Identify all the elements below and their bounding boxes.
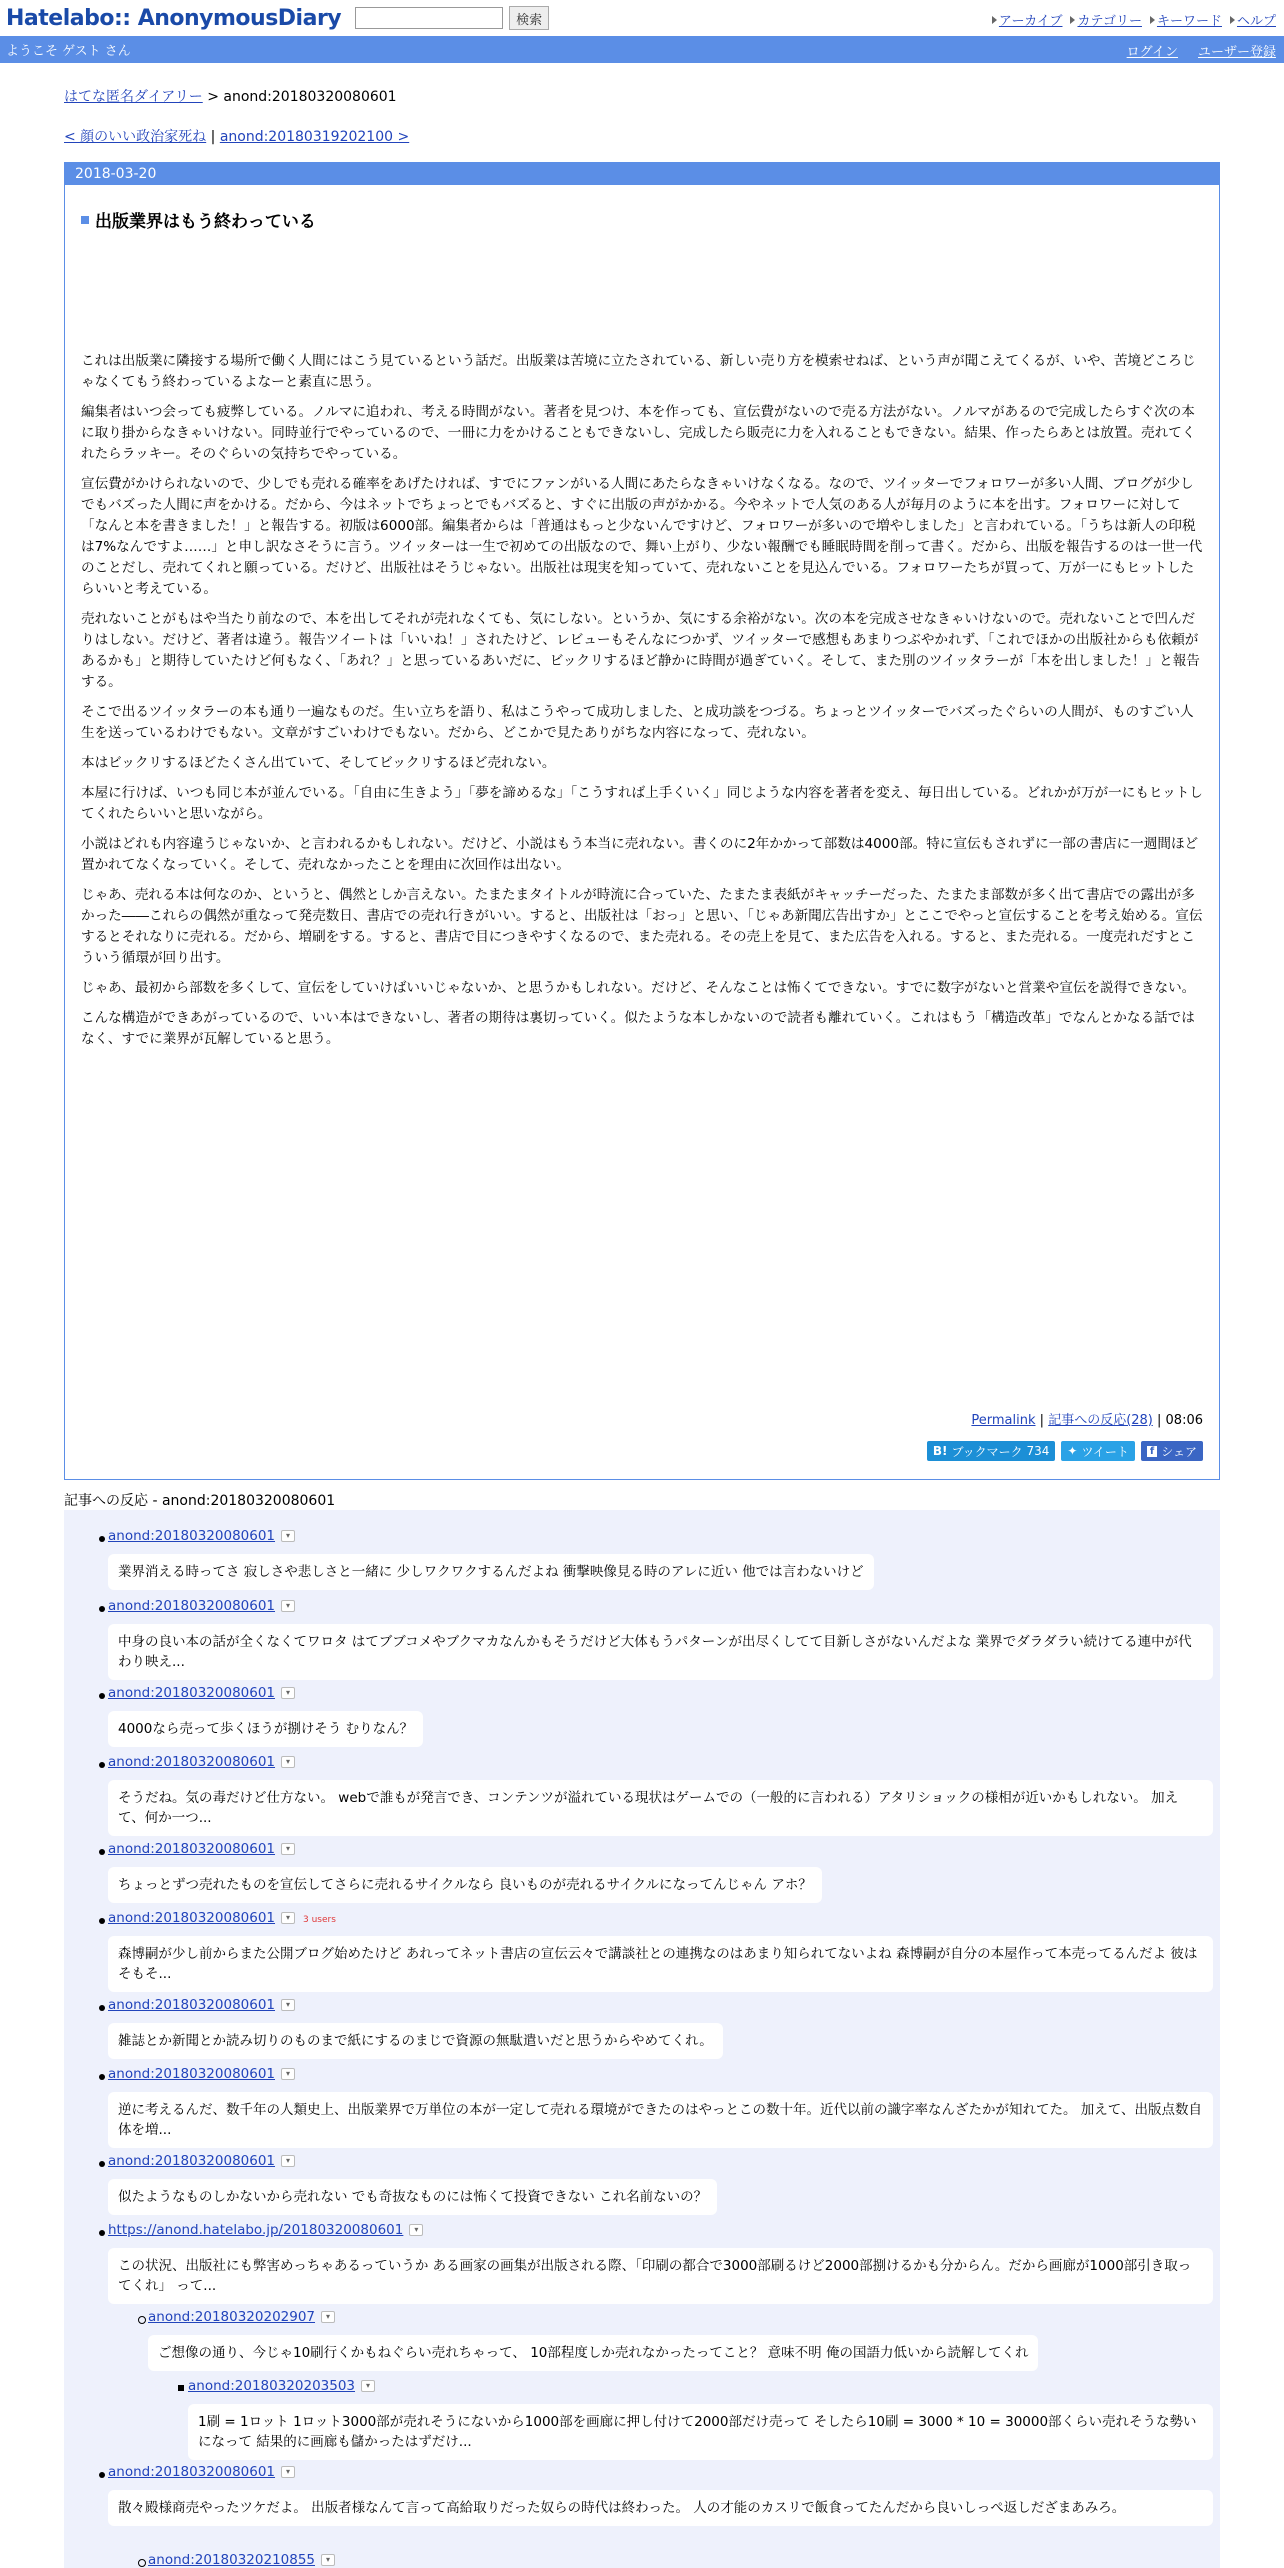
reaction-link[interactable]: anond:20180320080601 bbox=[108, 2153, 276, 2169]
reaction-header bbox=[108, 1685, 295, 1701]
search-button[interactable]: 検索 bbox=[509, 6, 549, 30]
reaction-header bbox=[108, 1997, 295, 2013]
next-entry-link[interactable]: anond:20180319202100 > bbox=[219, 129, 410, 145]
top-nav bbox=[992, 10, 1276, 29]
reaction-header bbox=[108, 2153, 295, 2169]
article bbox=[64, 162, 1220, 1480]
entry-pager bbox=[64, 126, 409, 146]
hatena-bookmark-button[interactable] bbox=[927, 1441, 1056, 1461]
reaction-header bbox=[108, 1598, 295, 1614]
bullet-icon bbox=[99, 1536, 105, 1542]
chevron-down-icon[interactable]: ▾ bbox=[281, 1912, 295, 1924]
bullet-square-icon bbox=[178, 2385, 184, 2391]
chevron-down-icon[interactable]: ▾ bbox=[321, 2554, 335, 2566]
article-paragraph: そこで出るツイッタラーの本も通り一遍なものだ。生い立ちを語り、私はこうやって成功しました、と成功談をつづる。ちょっとツイッターでバズったぐらいの人間が、ものすごい人生を送っているわけでもない。文章がすごいわけでもない。だから、どこかで見たありがちな内容になって、売れない。 bbox=[81, 704, 1194, 741]
breadcrumb-current: anond:20180320080601 bbox=[223, 89, 397, 105]
breadcrumb bbox=[64, 86, 397, 106]
reaction-header bbox=[188, 2378, 375, 2394]
reaction-bubble: 中身の良い本の話が全くなくてワロタ はてブブコメやブクマカなんかもそうだけど大体もうパターンが出尽くしてて目新しさがないんだよな 業界でダラダラい続けてる連中が代わり映え... bbox=[108, 1624, 1213, 1680]
article-paragraph: 小説はどれも内容違うじゃないか、と言われるかもしれない。だけど、小説はもう本当に売れない。書くのに2年かかって部数は4000部。特に宣伝もされずに一部の書店に一週間ほど置かれてなくなっていく。そして、売れなかったことを理由に次回作は出ない。 bbox=[81, 836, 1199, 873]
reaction-bubble: 逆に考えるんだ、数千年の人類史上、出版業界で万単位の本が一定して売れる環境ができたのはやっとこの数十年。近代以前の識字率なんざたかが知れてた。 加えて、出版点数自体を増... bbox=[108, 2092, 1213, 2148]
reaction-link[interactable]: anond:20180320080601 bbox=[108, 1685, 276, 1701]
chevron-down-icon[interactable]: ▾ bbox=[281, 1687, 295, 1699]
triangle-icon bbox=[1070, 16, 1075, 24]
top-bar bbox=[0, 0, 1284, 36]
article-paragraph: じゃあ、最初から部数を多くして、宣伝をしていけばいいじゃないか、と思うかもしれない。だけど、そんなことは怖くてできない。すでに数字がないと営業や宣伝を説得できない。 bbox=[81, 980, 1196, 996]
reactions-heading: 記事への反応 - anond:20180320080601 bbox=[64, 1490, 1218, 1514]
fb-share-label: シェア bbox=[1161, 1444, 1197, 1459]
article-date: 2018-03-20 bbox=[65, 163, 1219, 185]
bullet-icon bbox=[99, 1918, 105, 1924]
reaction-header bbox=[108, 2066, 295, 2082]
chevron-down-icon[interactable]: ▾ bbox=[281, 2466, 295, 2478]
bullet-icon bbox=[99, 2005, 105, 2011]
reactions-link[interactable]: 記事への反応(28) bbox=[1048, 1413, 1153, 1428]
article-title bbox=[81, 207, 316, 232]
triangle-icon bbox=[1230, 16, 1235, 24]
article-paragraph: 編集者はいつ会っても疲弊している。ノルマに追われ、考える時間がない。著者を見つけ、本を作っても、宣伝費がないので売る方法がない。ノルマがあるので完成したらすぐ次の本に取り掛からなきゃいけない。同時並行でやっているので、一冊に力をかけることもできないし、完成したら販売に力を入れることもできない。結果、作ったらあとは放置。売れてくれたらラッキー。そのぐらいの気持ちでやっている。 bbox=[81, 404, 1196, 462]
bullet-icon bbox=[99, 1849, 105, 1855]
title-square-icon[interactable] bbox=[81, 216, 89, 224]
reaction-link[interactable]: anond:20180320210855 bbox=[148, 2552, 316, 2568]
reaction-link[interactable]: anond:20180320080601 bbox=[108, 1754, 276, 1770]
post-time: 08:06 bbox=[1165, 1413, 1203, 1428]
reaction-bubble: そうだね。気の毒だけど仕方ない。 webで誰もが発言でき、コンテンツが溢れている現状はゲームでの（一般的に言われる）アタリショックの様相が近いかもしれない。 加えて、何か一つ... bbox=[108, 1780, 1213, 1836]
reaction-bubble: 1刷 = 1ロット 1ロット3000部が売れそうにないから1000部を画廊に押し付けて2000部だけ売って そしたら10刷 = 3000 * 10 = 30000部くらい売れそうな勢いになって 結果的に画廊も儲かったはずだけ... bbox=[188, 2404, 1213, 2460]
pager-separator: | bbox=[206, 129, 220, 145]
share-buttons bbox=[927, 1441, 1203, 1461]
bird-icon: ✦ bbox=[1067, 1444, 1078, 1458]
reaction-bubble: 4000なら売って歩くほうが捌けそう むりなん？ bbox=[108, 1711, 423, 1747]
reaction-bubble: 業界消える時ってさ 寂しさや悲しさと一緒に 少しワクワクするんだよね 衝撃映像見る時のアレに近い 他では言わないけど bbox=[108, 1554, 874, 1590]
article-title-text: 出版業界はもう終わっている bbox=[95, 212, 316, 232]
chevron-down-icon[interactable]: ▾ bbox=[281, 1530, 295, 1542]
chevron-down-icon[interactable]: ▾ bbox=[281, 1600, 295, 1612]
welcome-text: ようこそ ゲスト さん bbox=[6, 44, 131, 59]
reaction-link[interactable]: anond:20180320202907 bbox=[148, 2309, 316, 2325]
nav-archive-link[interactable]: アーカイブ bbox=[998, 14, 1063, 29]
article-paragraph: 本はビックリするほどたくさん出ていて、そしてビックリするほど売れない。 bbox=[81, 755, 556, 771]
reaction-link[interactable]: anond:20180320080601 bbox=[108, 2464, 276, 2480]
reactions-list bbox=[64, 1510, 1220, 2568]
nav-help-link[interactable]: ヘルプ bbox=[1236, 14, 1276, 29]
tweet-label: ツイート bbox=[1081, 1444, 1129, 1459]
triangle-icon bbox=[992, 16, 997, 24]
article-footer: Permalink | 記事への反応(28) | 08:06 bbox=[971, 1413, 1203, 1428]
reaction-bubble: ちょっとずつ売れたものを宣伝してさらに売れるサイクルなら 良いものが売れるサイクルになってんじゃん アホ？ bbox=[108, 1867, 822, 1903]
bullet-icon bbox=[99, 1762, 105, 1768]
bullet-icon bbox=[99, 2472, 105, 2478]
reaction-header bbox=[108, 1910, 336, 1926]
reaction-header bbox=[148, 2552, 335, 2568]
user-bar bbox=[0, 36, 1284, 63]
register-link[interactable]: ユーザー登録 bbox=[1197, 45, 1276, 60]
reaction-link[interactable]: anond:20180320080601 bbox=[108, 2066, 276, 2082]
bullet-circle-icon bbox=[138, 2559, 146, 2567]
chevron-down-icon[interactable]: ▾ bbox=[281, 2068, 295, 2080]
chevron-down-icon[interactable]: ▾ bbox=[321, 2311, 335, 2323]
chevron-down-icon[interactable]: ▾ bbox=[361, 2380, 375, 2392]
nav-help[interactable] bbox=[1230, 10, 1276, 29]
facebook-share-button[interactable] bbox=[1141, 1441, 1203, 1461]
reaction-link[interactable]: anond:20180320080601 bbox=[108, 1598, 276, 1614]
reaction-bubble: ご想像の通り、今じゃ10刷行くかもねぐらい売れちゃって、 10部程度しか売れなかったってこと？ 意味不明 俺の国語力低いから読解してくれ bbox=[148, 2335, 1038, 2371]
reaction-link[interactable]: anond:20180320080601 bbox=[108, 1997, 276, 2013]
reaction-header bbox=[108, 1754, 295, 1770]
login-link[interactable]: ログイン bbox=[1126, 45, 1178, 60]
prev-entry-link[interactable]: < 顔のいい政治家死ね bbox=[64, 129, 207, 145]
reaction-header bbox=[108, 2222, 423, 2238]
reaction-bubble: 雑誌とか新聞とか読み切りのものまで紙にするのまじで資源の無駄遣いだと思うからやめてくれ。 bbox=[108, 2023, 723, 2059]
reaction-header bbox=[108, 2464, 295, 2480]
article-paragraph: これは出版業に隣接する場所で働く人間にはこう見ているという話だ。出版業は苦境に立たされている、新しい売り方を模索せねば、という声が聞こえてくるが、いや、苦境どころじゃなくてもう終わっているよなーと素直に思う。 bbox=[81, 353, 1196, 390]
hatena-b-icon: B! bbox=[932, 1444, 948, 1458]
permalink[interactable]: Permalink bbox=[971, 1413, 1036, 1428]
chevron-down-icon[interactable]: ▾ bbox=[281, 2155, 295, 2167]
bullet-circle-icon bbox=[138, 2316, 146, 2324]
bullet-icon bbox=[99, 2161, 105, 2167]
reaction-header bbox=[148, 2309, 335, 2325]
breadcrumb-home[interactable]: はてな匿名ダイアリー bbox=[64, 89, 203, 105]
reaction-header bbox=[108, 1528, 295, 1544]
reaction-link[interactable]: anond:20180320080601 bbox=[108, 1841, 276, 1857]
reaction-bubble: この状況、出版社にも弊害めっちゃあるっていうか ある画家の画集が出版される際、「印刷の都合で3000部刷るけど2000部捌けるかも分からん。だから画廊が1000部引き取ってくれ」 って... bbox=[108, 2248, 1213, 2304]
triangle-icon bbox=[1150, 16, 1155, 24]
reaction-bubble: 似たようなものしかないから売れない でも奇抜なものには怖くて投資できない これ名前ないの？ bbox=[108, 2179, 717, 2215]
facebook-icon: f bbox=[1147, 1446, 1157, 1457]
article-paragraph: 売れないことがもはや当たり前なので、本を出してそれが売れなくても、気にしない。というか、気にする余裕がない。次の本を完成させなきゃいけないので。売れないことで凹んだりはしない。だけど、著者は違う。報告ツイートは「いいね！」されたけど、レビューもそんなにつかず、ツイッターで感想もあまりつぶやかれず、「これでほかの出版社からも依頼があるかも」と期待していたけど何もなく、「あれ？」と思っているあいだに、ビックリするほど静かに時間が過ぎていく。そして、また別のツイッタラーが「本を出しました！」と報告する。 bbox=[81, 611, 1200, 690]
breadcrumb-separator: > bbox=[202, 89, 224, 105]
chevron-down-icon[interactable]: ▾ bbox=[281, 1999, 295, 2011]
nav-category[interactable] bbox=[1070, 10, 1141, 29]
nav-keyword-link[interactable]: キーワード bbox=[1156, 14, 1222, 29]
bullet-icon bbox=[99, 1606, 105, 1612]
site-logo[interactable]: Hatelabo:: AnonymousDiary bbox=[6, 5, 342, 31]
users-badge[interactable]: 3 users bbox=[303, 1915, 336, 1925]
bullet-icon bbox=[99, 1693, 105, 1699]
reaction-link[interactable]: anond:20180320203503 bbox=[188, 2378, 356, 2394]
search-input[interactable] bbox=[355, 7, 503, 29]
article-paragraph: 宣伝費がかけられないので、少しでも売れる確率をあげたければ、すでにファンがいる人間にあたらなきゃいけなくなる。なので、ツイッターでフォロワーが多い人間、ブログが少しでもバズった人間に声をかける。だから、今はネットでちょっとでもバズると、すぐに出版の声がかかる。今やネットで人気のある人が毎月のように本を出す。フォロワーに対して「なんと本を書きました！」と報告する。初版は6000部。編集者からは「普通はもっと少ないんですけど、フォロワーが多いので増やしました」と言われている。「うちは新人の印税は7%なんですよ……」と申し訳なさそうに言う。ツイッターは一生で初めての出版なので、舞い上がり、少ない報酬でも睡眠時間を削って書く。だから、出版を報告するのは一世一代のことだし、売れてくれと願っている。だけど、出版社はそうじゃない。出版社は現実を知っていて、売れないことを見込んでいる。フォロワーたちが買って、万が一にもヒットしたらいいと考えている。 bbox=[81, 476, 1203, 597]
tweet-button[interactable] bbox=[1061, 1441, 1134, 1461]
chevron-down-icon[interactable]: ▾ bbox=[281, 1756, 295, 1768]
reaction-header bbox=[108, 1841, 295, 1857]
bullet-icon bbox=[99, 2074, 105, 2080]
nav-archive[interactable] bbox=[992, 10, 1063, 29]
bullet-icon bbox=[99, 2230, 105, 2236]
chevron-down-icon[interactable]: ▾ bbox=[409, 2224, 423, 2236]
reaction-link[interactable]: anond:20180320080601 bbox=[108, 1528, 276, 1544]
reaction-link[interactable]: https://anond.hatelabo.jp/20180320080601 bbox=[108, 2222, 404, 2238]
reaction-link[interactable]: anond:20180320080601 bbox=[108, 1910, 276, 1926]
hatebu-count: 734 bbox=[1026, 1444, 1050, 1458]
article-body bbox=[81, 351, 1205, 1059]
nav-keyword[interactable] bbox=[1150, 10, 1222, 29]
nav-category-link[interactable]: カテゴリー bbox=[1077, 14, 1142, 29]
reaction-bubble: 散々殿様商売やったツケだよ。 出版者様なんて言って高給取りだった奴らの時代は終わった。 人の才能のカスリで飯食ってたんだから良いしっぺ返しだざまあみろ。 bbox=[108, 2490, 1213, 2526]
chevron-down-icon[interactable]: ▾ bbox=[281, 1843, 295, 1855]
hatebu-label: ブックマーク bbox=[951, 1444, 1023, 1459]
reaction-bubble: 森博嗣が少し前からまた公開ブログ始めたけど あれってネット書店の宣伝云々で講談社との連携なのはあまり知られてないよね 森博嗣が自分の本屋作って本売ってるんだよ 彼はそもそ... bbox=[108, 1936, 1213, 1992]
article-paragraph: じゃあ、売れる本は何なのか、というと、偶然としか言えない。たまたまタイトルが時流に合っていた、たまたま表紙がキャッチーだった、たまたま部数が多く出て書店での露出が多かった――これらの偶然が重なって発売数日、書店での売れ行きがいい。すると、出版社は「おっ」と思い、「じゃあ新聞広告出すか」とここでやっと宣伝することを考え始める。宣伝するとそれなりに売れる。だから、増刷をする。すると、書店で目につきやすくなるので、また売れる。その売上を見て、また広告を入れる。すると、また売れる。一度売れだすとこういう循環が回り出す。 bbox=[81, 887, 1203, 966]
article-paragraph: 本屋に行けば、いつも同じ本が並んでいる。「自由に生きよう」「夢を諦めるな」「こうすれば上手くいく」同じような内容を著者を変え、毎日出している。どれかが万が一にもヒットしてくれたらいいと思いながら。 bbox=[81, 785, 1203, 822]
article-paragraph: こんな構造ができあがっているので、いい本はできないし、著者の期待は裏切っていく。似たような本しかないので読者も離れていく。これはもう「構造改革」でなんとかなる話ではなく、すでに業界が瓦解していると思う。 bbox=[81, 1010, 1195, 1047]
